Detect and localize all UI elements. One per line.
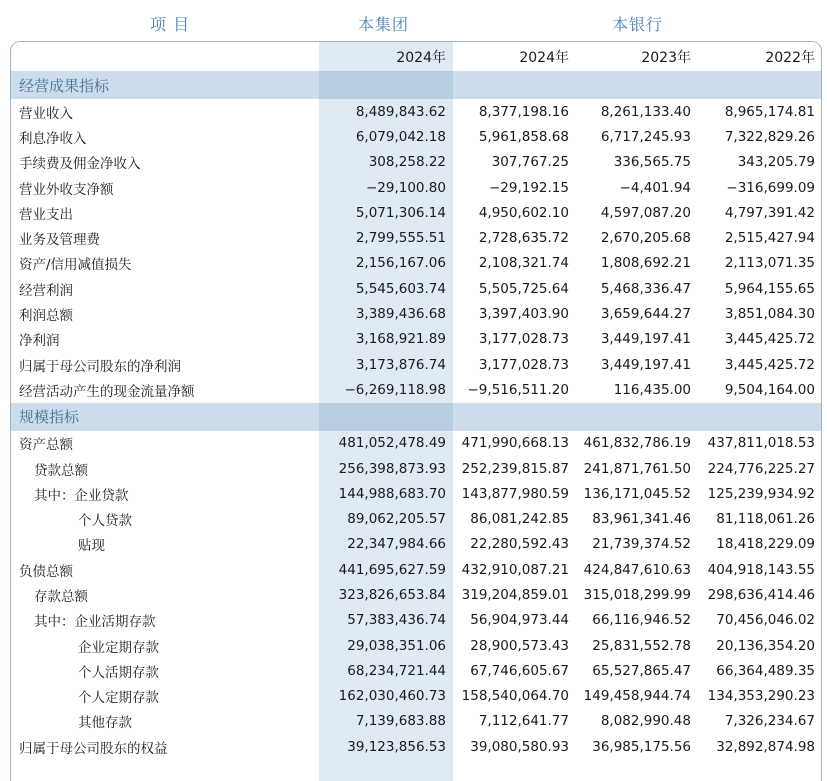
value-cell: 20,136,354.20 xyxy=(716,637,815,654)
value-cell: 4,797,391.42 xyxy=(724,204,815,221)
section-title: 规模指标 xyxy=(11,403,319,431)
value-cell: 81,118,061.26 xyxy=(716,511,815,528)
section-title: 经营成果指标 xyxy=(11,71,319,99)
section-fill xyxy=(576,71,698,99)
row-label: 其中：企业贷款 xyxy=(34,487,129,504)
value-cell: 404,918,143.55 xyxy=(707,561,815,578)
section-fill xyxy=(698,71,822,99)
row-label: 个人贷款 xyxy=(78,513,132,530)
row-label: 经营活动产生的现金流量净额 xyxy=(19,383,195,400)
table-row xyxy=(11,532,822,557)
financial-table-frame xyxy=(10,41,822,781)
row-label: 个人活期存款 xyxy=(78,664,159,681)
table-row xyxy=(11,225,822,250)
table-row xyxy=(11,352,822,377)
value-cell: 66,116,946.52 xyxy=(592,612,691,629)
value-cell: 36,985,175.56 xyxy=(592,738,691,755)
value-cell: 224,776,225.27 xyxy=(707,460,815,477)
value-cell: −6,269,118.98 xyxy=(344,381,446,398)
value-cell: 8,261,133.40 xyxy=(600,103,691,120)
value-cell: 2,670,205.68 xyxy=(600,230,691,247)
value-cell: 32,892,874.98 xyxy=(716,738,815,755)
value-cell: 3,389,436.68 xyxy=(355,306,446,323)
row-label: 手续费及佣金净收入 xyxy=(19,156,141,173)
value-cell: 4,597,087.20 xyxy=(600,204,691,221)
value-cell: 22,280,592.43 xyxy=(470,536,569,553)
value-cell: 437,811,018.53 xyxy=(707,435,815,452)
table-row xyxy=(11,481,822,506)
value-cell: 3,173,876.74 xyxy=(355,356,446,373)
value-cell: 3,168,921.89 xyxy=(355,331,446,348)
value-cell: 256,398,873.93 xyxy=(338,460,446,477)
value-cell: 56,904,973.44 xyxy=(470,612,569,629)
table-row xyxy=(11,608,822,633)
value-cell: 5,505,725.64 xyxy=(478,280,569,297)
row-label: 归属于母公司股东的净利润 xyxy=(19,358,181,375)
value-cell: 66,364,489.35 xyxy=(716,662,815,679)
section-fill xyxy=(576,403,698,431)
table-row xyxy=(11,99,822,124)
row-label: 归属于母公司股东的权益 xyxy=(19,740,168,757)
table-row xyxy=(11,251,822,276)
value-cell: 2,515,427.94 xyxy=(724,230,815,247)
section-fill xyxy=(319,403,453,431)
value-cell: 65,527,865.47 xyxy=(592,662,691,679)
value-cell: 8,377,198.16 xyxy=(478,103,569,120)
value-cell: 162,030,460.73 xyxy=(338,688,446,705)
row-label: 其他存款 xyxy=(78,715,132,732)
value-cell: 2,113,071.35 xyxy=(724,255,815,272)
value-cell: 5,545,603.74 xyxy=(355,280,446,297)
table-row xyxy=(11,557,822,582)
row-label: 资产/信用减值损失 xyxy=(19,257,132,274)
value-cell: 343,205.79 xyxy=(737,154,815,171)
value-cell: 3,177,028.73 xyxy=(478,331,569,348)
value-cell: 68,234,721.44 xyxy=(347,662,446,679)
table-row xyxy=(11,456,822,481)
value-cell: 1,808,692.21 xyxy=(600,255,691,272)
section-fill xyxy=(453,71,576,99)
value-cell: 116,435.00 xyxy=(613,381,691,398)
value-cell: 3,397,403.90 xyxy=(478,306,569,323)
value-cell: 471,990,668.13 xyxy=(461,435,569,452)
section-fill xyxy=(698,403,822,431)
row-label: 营业收入 xyxy=(19,105,73,122)
table-row xyxy=(11,200,822,225)
value-cell: 336,565.75 xyxy=(613,154,691,171)
year-cell: 2023年 xyxy=(641,49,691,66)
value-cell: 134,353,290.23 xyxy=(707,688,815,705)
value-cell: 22,347,984.66 xyxy=(347,536,446,553)
table-row xyxy=(11,175,822,200)
value-cell: 5,468,336.47 xyxy=(600,280,691,297)
value-cell: 5,961,858.68 xyxy=(478,128,569,145)
value-cell: −4,401.94 xyxy=(619,179,691,196)
value-cell: 2,799,555.51 xyxy=(355,230,446,247)
item-header: 项 目 xyxy=(150,15,191,34)
section-fill xyxy=(453,403,576,431)
row-label: 净利润 xyxy=(19,333,60,350)
row-label: 负债总额 xyxy=(19,563,73,580)
value-cell: 481,052,478.49 xyxy=(338,435,446,452)
year-cell: 2024年 xyxy=(396,49,446,66)
value-cell: 8,082,990.48 xyxy=(600,713,691,730)
row-label: 贴现 xyxy=(78,538,105,555)
value-cell: 67,746,605.67 xyxy=(470,662,569,679)
value-cell: 241,871,761.50 xyxy=(583,460,691,477)
value-cell: 319,204,859.01 xyxy=(461,586,569,603)
value-cell: 8,965,174.81 xyxy=(724,103,815,120)
year-row-blank xyxy=(11,42,319,71)
row-label: 经营利润 xyxy=(19,282,73,299)
value-cell: 83,961,341.46 xyxy=(592,511,691,528)
value-cell: −29,100.80 xyxy=(365,179,446,196)
value-cell: −9,516,511.20 xyxy=(467,381,569,398)
value-cell: −29,192.15 xyxy=(488,179,569,196)
table-row xyxy=(11,150,822,175)
value-cell: 307,767.25 xyxy=(491,154,569,171)
value-cell: 7,139,683.88 xyxy=(355,713,446,730)
row-label: 贷款总额 xyxy=(34,462,88,479)
year-cell: 2022年 xyxy=(765,49,815,66)
row-label: 利息净收入 xyxy=(19,130,87,147)
row-label: 个人定期存款 xyxy=(78,690,159,707)
table-row xyxy=(11,734,822,759)
value-cell: 29,038,351.06 xyxy=(347,637,446,654)
table-row xyxy=(11,582,822,607)
year-cell: 2024年 xyxy=(519,49,569,66)
value-cell: 3,449,197.41 xyxy=(600,356,691,373)
value-cell: 7,112,641.77 xyxy=(478,713,569,730)
value-cell: 8,489,843.62 xyxy=(355,103,446,120)
value-cell: 308,258.22 xyxy=(368,154,446,171)
value-cell: 6,079,042.18 xyxy=(355,128,446,145)
section-header-row xyxy=(11,71,822,99)
section-header-row xyxy=(11,403,822,431)
value-cell: 149,458,944.74 xyxy=(583,688,691,705)
table-row xyxy=(11,633,822,658)
value-cell: 125,239,934.92 xyxy=(707,485,815,502)
row-label: 营业外收支净额 xyxy=(19,181,114,198)
table-row xyxy=(11,684,822,709)
value-cell: 39,080,580.93 xyxy=(470,738,569,755)
row-label: 存款总额 xyxy=(34,588,88,605)
row-label: 资产总额 xyxy=(19,437,73,454)
table-row xyxy=(11,658,822,683)
value-cell: 2,156,167.06 xyxy=(355,255,446,272)
value-cell: 298,636,414.46 xyxy=(707,586,815,603)
value-cell: 315,018,299.99 xyxy=(583,586,691,603)
value-cell: 441,695,627.59 xyxy=(338,561,446,578)
value-cell: 2,108,321.74 xyxy=(478,255,569,272)
value-cell: 86,081,242.85 xyxy=(470,511,569,528)
value-cell: 323,826,653.84 xyxy=(338,586,446,603)
table-row xyxy=(11,377,822,402)
value-cell: 424,847,610.63 xyxy=(583,561,691,578)
value-cell: 7,326,234.67 xyxy=(724,713,815,730)
financial-table xyxy=(11,42,822,759)
value-cell: 3,851,084.30 xyxy=(724,306,815,323)
row-label: 企业定期存款 xyxy=(78,639,159,656)
value-cell: 9,504,164.00 xyxy=(724,381,815,398)
value-cell: 3,445,425.72 xyxy=(724,356,815,373)
value-cell: 432,910,087.21 xyxy=(461,561,569,578)
table-row xyxy=(11,327,822,352)
value-cell: 143,877,980.59 xyxy=(461,485,569,502)
value-cell: 136,171,045.52 xyxy=(583,485,691,502)
year-header-row xyxy=(11,42,822,71)
section-fill xyxy=(319,71,453,99)
value-cell: 158,540,064.70 xyxy=(461,688,569,705)
value-cell: 5,964,155.65 xyxy=(724,280,815,297)
value-cell: 57,383,436.74 xyxy=(347,612,446,629)
value-cell: 5,071,306.14 xyxy=(355,204,446,221)
column-group-header xyxy=(0,0,827,44)
value-cell: 3,445,425.72 xyxy=(724,331,815,348)
value-cell: 28,900,573.43 xyxy=(470,637,569,654)
value-cell: 89,062,205.57 xyxy=(347,511,446,528)
value-cell: 25,831,552.78 xyxy=(592,637,691,654)
table-row xyxy=(11,709,822,734)
value-cell: 39,123,856.53 xyxy=(347,738,446,755)
value-cell: −316,699.09 xyxy=(726,179,815,196)
value-cell: 3,177,028.73 xyxy=(478,356,569,373)
table-row xyxy=(11,506,822,531)
value-cell: 144,988,683.70 xyxy=(338,485,446,502)
row-label: 业务及管理费 xyxy=(19,232,100,249)
value-cell: 3,659,644.27 xyxy=(600,306,691,323)
row-label: 其中：企业活期存款 xyxy=(34,614,156,631)
value-cell: 461,832,786.19 xyxy=(583,435,691,452)
group-header: 本集团 xyxy=(358,15,410,34)
value-cell: 18,418,229.09 xyxy=(716,536,815,553)
row-label: 利润总额 xyxy=(19,308,73,325)
table-row xyxy=(11,276,822,301)
value-cell: 7,322,829.26 xyxy=(724,128,815,145)
table-row xyxy=(11,301,822,326)
value-cell: 3,449,197.41 xyxy=(600,331,691,348)
value-cell: 252,239,815.87 xyxy=(461,460,569,477)
value-cell: 21,739,374.52 xyxy=(592,536,691,553)
table-row xyxy=(11,124,822,149)
value-cell: 2,728,635.72 xyxy=(478,230,569,247)
value-cell: 4,950,602.10 xyxy=(478,204,569,221)
bank-header: 本银行 xyxy=(612,15,664,34)
value-cell: 6,717,245.93 xyxy=(600,128,691,145)
table-row xyxy=(11,431,822,456)
value-cell: 70,456,046.02 xyxy=(716,612,815,629)
row-label: 营业支出 xyxy=(19,206,73,223)
